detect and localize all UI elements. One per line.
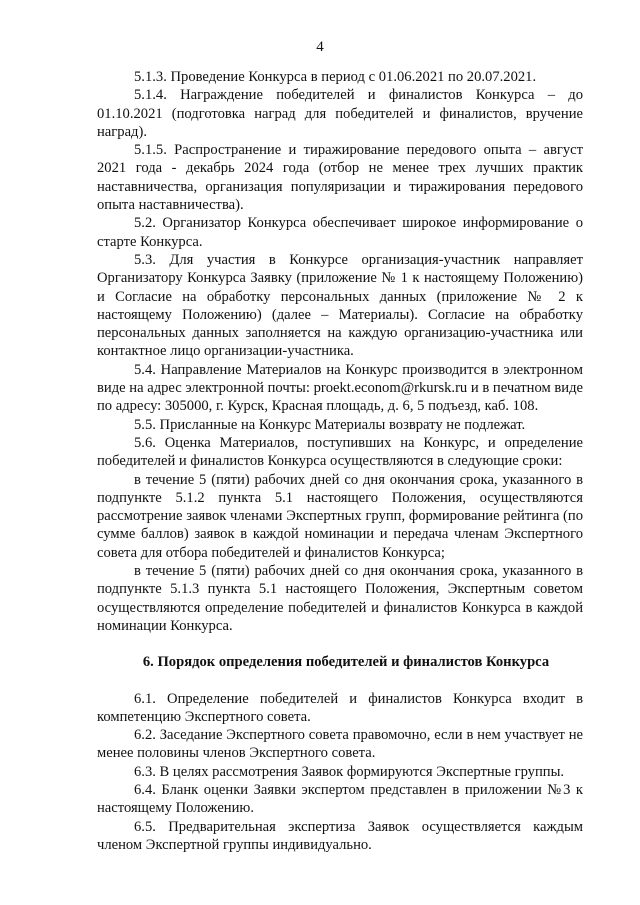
section-spacer <box>97 672 583 690</box>
paragraph-6-2: 6.2. Заседание Экспертного совета правомочно, если в нем участвует не менее половины членов Экспертного совета. <box>97 727 583 762</box>
paragraph-5-6-term-2: в течение 5 (пяти) рабочих дней со дня окончания срока, указанного в подпункте 5.1.3 пункта 5.1 настоящего Положения, Экспертным советом осуществляются определение победителей и финалистов Конкурса в каждой номинации Конкурса. <box>97 563 583 634</box>
paragraph-5-6: 5.6. Оценка Материалов, поступивших на Конкурс, и определение победителей и финалистов Конкурса осуществляются в следующие сроки: <box>97 434 583 470</box>
section-spacer <box>97 635 583 653</box>
paragraph-6-4: 6.4. Бланк оценки Заявки экспертом представлен в приложении №3 к настоящему Положению. <box>97 781 583 817</box>
paragraph-5-2: 5.2. Организатор Конкурса обеспечивает широкое информирование о старте Конкурса. <box>97 215 583 250</box>
paragraph-5-1-5: 5.1.5. Распространение и тиражирование передового опыта – август 2021 года - декабрь 2024 года (отбор не менее трех лучших практик наставничества, организация популяризации и тиражирования передового опыта наставничества). <box>97 142 583 214</box>
document-body <box>97 68 583 854</box>
section-heading: 6. Порядок определения победителей и финалистов Конкурса <box>142 654 550 671</box>
paragraph-5-3: 5.3. Для участия в Конкурсе организация-участник направляет Организатору Конкурса Заявку (приложение № 1 к настоящему Положению) и Согласие на обработку персональных данных (приложение № 2 к настоящему Положению) (далее – Материалы). Согласие на обработку персональных данных заполняется на каждую организацию-участника или контактное лицо организации-участника. <box>97 251 583 360</box>
paragraph-5-4: 5.4. Направление Материалов на Конкурс производится в электронном виде на адрес электронной почты: proekt.econom@rkursk.ru и в печатном виде по адресу: 305000, г. Курск, Красная площадь, д. 6, 5 подъезд, каб. 108. <box>97 361 583 415</box>
page-number: 4 <box>316 39 324 55</box>
paragraph-6-1: 6.1. Определение победителей и финалистов Конкурса входит в компетенцию Экспертного совета. <box>97 690 583 725</box>
paragraph-5-6-term-1: в течение 5 (пяти) рабочих дней со дня окончания срока, указанного в подпункте 5.1.2 пункта 5.1 настоящего Положения, осуществляются рассмотрение заявок членами Экспертных групп, формирование рейтинга (по сумме баллов) заявок в каждой номинации и передача членам Экспертного совета для отбора победителей и финалистов Конкурса; <box>97 471 583 561</box>
paragraph-6-5: 6.5. Предварительная экспертиза Заявок осуществляется каждым членом Экспертной группы индивидуально. <box>97 818 583 853</box>
paragraph-5-1-4: 5.1.4. Награждение победителей и финалистов Конкурса – до 01.10.2021 (подготовка наград для победителей и финалистов, вручение наград). <box>97 87 583 140</box>
paragraph-5-1-3: 5.1.3. Проведение Конкурса в период с 01.06.2021 по 20.07.2021. <box>134 69 537 85</box>
paragraph-5-5: 5.5. Присланные на Конкурс Материалы возврату не подлежат. <box>134 416 526 433</box>
paragraph-6-3: 6.3. В целях рассмотрения Заявок формируются Экспертные группы. <box>134 763 565 780</box>
